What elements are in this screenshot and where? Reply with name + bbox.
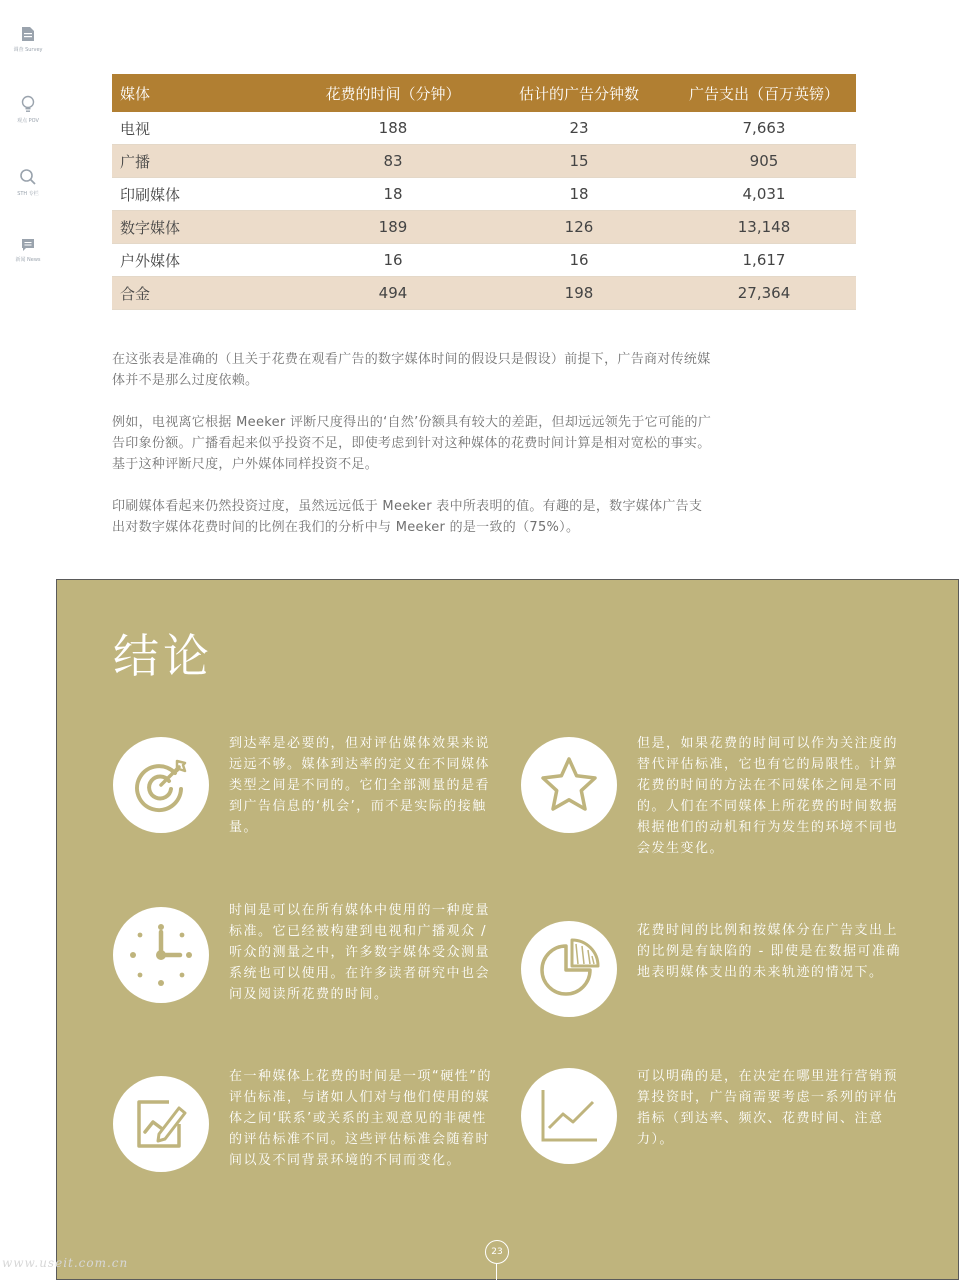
table-cell: 4,031 <box>742 185 786 203</box>
sidebar-item-label: 观点 POV <box>17 118 39 124</box>
page-number-line <box>496 1264 497 1281</box>
edit-chart-icon <box>113 1076 209 1172</box>
table-cell: 合金 <box>120 284 151 303</box>
table-cell: 16 <box>569 251 589 269</box>
table-row <box>112 145 856 178</box>
body-paragraph: 印刷媒体看起来仍然投资过度，虽然远远低于 Meeker 表中所表明的值。有趣的是，数字媒体广告支出对数字媒体花费时间的比例在我们的分析中与 Meeker 的是一致的（75%）。 <box>112 499 703 535</box>
conclusion-text: 在一种媒体上花费的时间是一项“硬性”的评估标准，与诸如人们对与他们使用的媒体之间‘联系’或关系的主观意见的非硬性的评估标准不同。这些评估标准会随着时间以及不同背景环境的不同而变化。 <box>229 1069 492 1168</box>
conclusion-text: 时间是可以在所有媒体中使用的一种度量标准。它已经被构建到电视和广播观众 / 听众的测量之中，许多数字媒体受众测量系统也可以使用。在许多读者研究中也会问及阅读所花费的时间。 <box>229 903 491 1002</box>
table-row <box>112 244 856 277</box>
sidebar-item-label: 调查 Survey <box>13 47 43 53</box>
table-cell: 494 <box>378 284 408 302</box>
column-header: 花费的时间（分钟） <box>325 84 461 103</box>
line-chart-icon <box>521 1068 617 1164</box>
table-cell: 198 <box>564 284 594 302</box>
sidebar-item-label: 新闻 News <box>15 257 41 263</box>
body-paragraph: 在这张表是准确的（且关于花费在观看广告的数字媒体时间的假设只是假设）前提下，广告商对传统媒体并不是那么过度依赖。 <box>112 352 711 388</box>
document-icon <box>21 26 35 42</box>
sidebar-item-sth[interactable] <box>0 168 56 197</box>
table-cell: 户外媒体 <box>120 251 181 270</box>
table-cell: 电视 <box>120 119 151 138</box>
table-cell: 189 <box>378 218 408 236</box>
table-cell: 126 <box>564 218 594 236</box>
conclusion-text: 但是，如果花费的时间可以作为关注度的替代评估标准，它也有它的局限性。计算花费的时间的方法在不同媒体之间是不同的。人们在不同媒体上所花费的时间数据根据他们的动机和行为发生的环境不同也会发生变化。 <box>637 736 899 856</box>
table-cell: 印刷媒体 <box>120 185 181 204</box>
section-title: 结论 <box>113 629 213 683</box>
table-cell: 13,148 <box>737 218 791 236</box>
table-row <box>112 112 856 145</box>
target-icon <box>113 737 209 833</box>
table-cell: 数字媒体 <box>120 218 181 237</box>
conclusion-panel <box>56 579 959 1280</box>
sidebar-item-survey[interactable] <box>0 26 56 53</box>
sidebar-item-label: STH 专栏 <box>17 191 39 197</box>
column-header: 媒体 <box>120 84 151 103</box>
media-table <box>112 74 856 310</box>
table-cell: 18 <box>383 185 403 203</box>
table-cell: 7,663 <box>742 119 786 137</box>
clock-icon <box>113 907 209 1003</box>
conclusion-text: 花费时间的比例和按媒体分在广告支出上的比例是有缺陷的 - 即使是在数据可准确地表明媒体支出的未来轨迹的情况下。 <box>637 923 901 980</box>
table-cell: 23 <box>569 119 589 137</box>
lightbulb-icon <box>21 95 35 113</box>
table-cell: 15 <box>569 152 589 170</box>
table-cell: 27,364 <box>737 284 791 302</box>
body-paragraph: 例如，电视离它根据 Meeker 评断尺度得出的‘自然’份额具有较大的差距，但却远远领先于它可能的广告印象份额。广播看起来似乎投资不足，即使考虑到针对这种媒体的花费时间计算是相对宽松的事实。基于这种评断尺度，户外媒体同样投资不足。 <box>112 415 712 472</box>
column-header: 广告支出（百万英镑） <box>688 84 839 103</box>
star-icon <box>521 737 617 833</box>
table-cell: 1,617 <box>742 251 786 269</box>
chat-icon <box>21 238 35 252</box>
side-nav <box>0 0 56 580</box>
sidebar-item-pov[interactable] <box>0 95 56 124</box>
table-cell: 905 <box>749 152 779 170</box>
watermark: www.useit.com.cn <box>2 1256 129 1270</box>
table-row <box>112 211 856 244</box>
table-row <box>112 178 856 211</box>
search-icon <box>19 168 37 186</box>
table-cell: 83 <box>383 152 403 170</box>
conclusion-text: 可以明确的是，在决定在哪里进行营销预算投资时，广告商需要考虑一系列的评估指标（到达率、频次、花费时间、注意力）。 <box>637 1069 899 1147</box>
table-cell: 188 <box>378 119 408 137</box>
column-header: 估计的广告分钟数 <box>518 84 639 103</box>
table-cell: 18 <box>569 185 589 203</box>
table-cell: 广播 <box>120 152 151 171</box>
table-header-row <box>112 74 856 112</box>
table-cell: 16 <box>383 251 403 269</box>
page-number: 23 <box>485 1240 509 1264</box>
conclusion-text: 到达率是必要的，但对评估媒体效果来说远远不够。媒体到达率的定义在不同媒体类型之间是不同的。它们全部测量的是看到广告信息的‘机会’，而不是实际的接触量。 <box>229 736 491 835</box>
table-total-row <box>112 277 856 310</box>
sidebar-item-news[interactable] <box>0 238 56 263</box>
pie-chart-icon <box>521 921 617 1017</box>
